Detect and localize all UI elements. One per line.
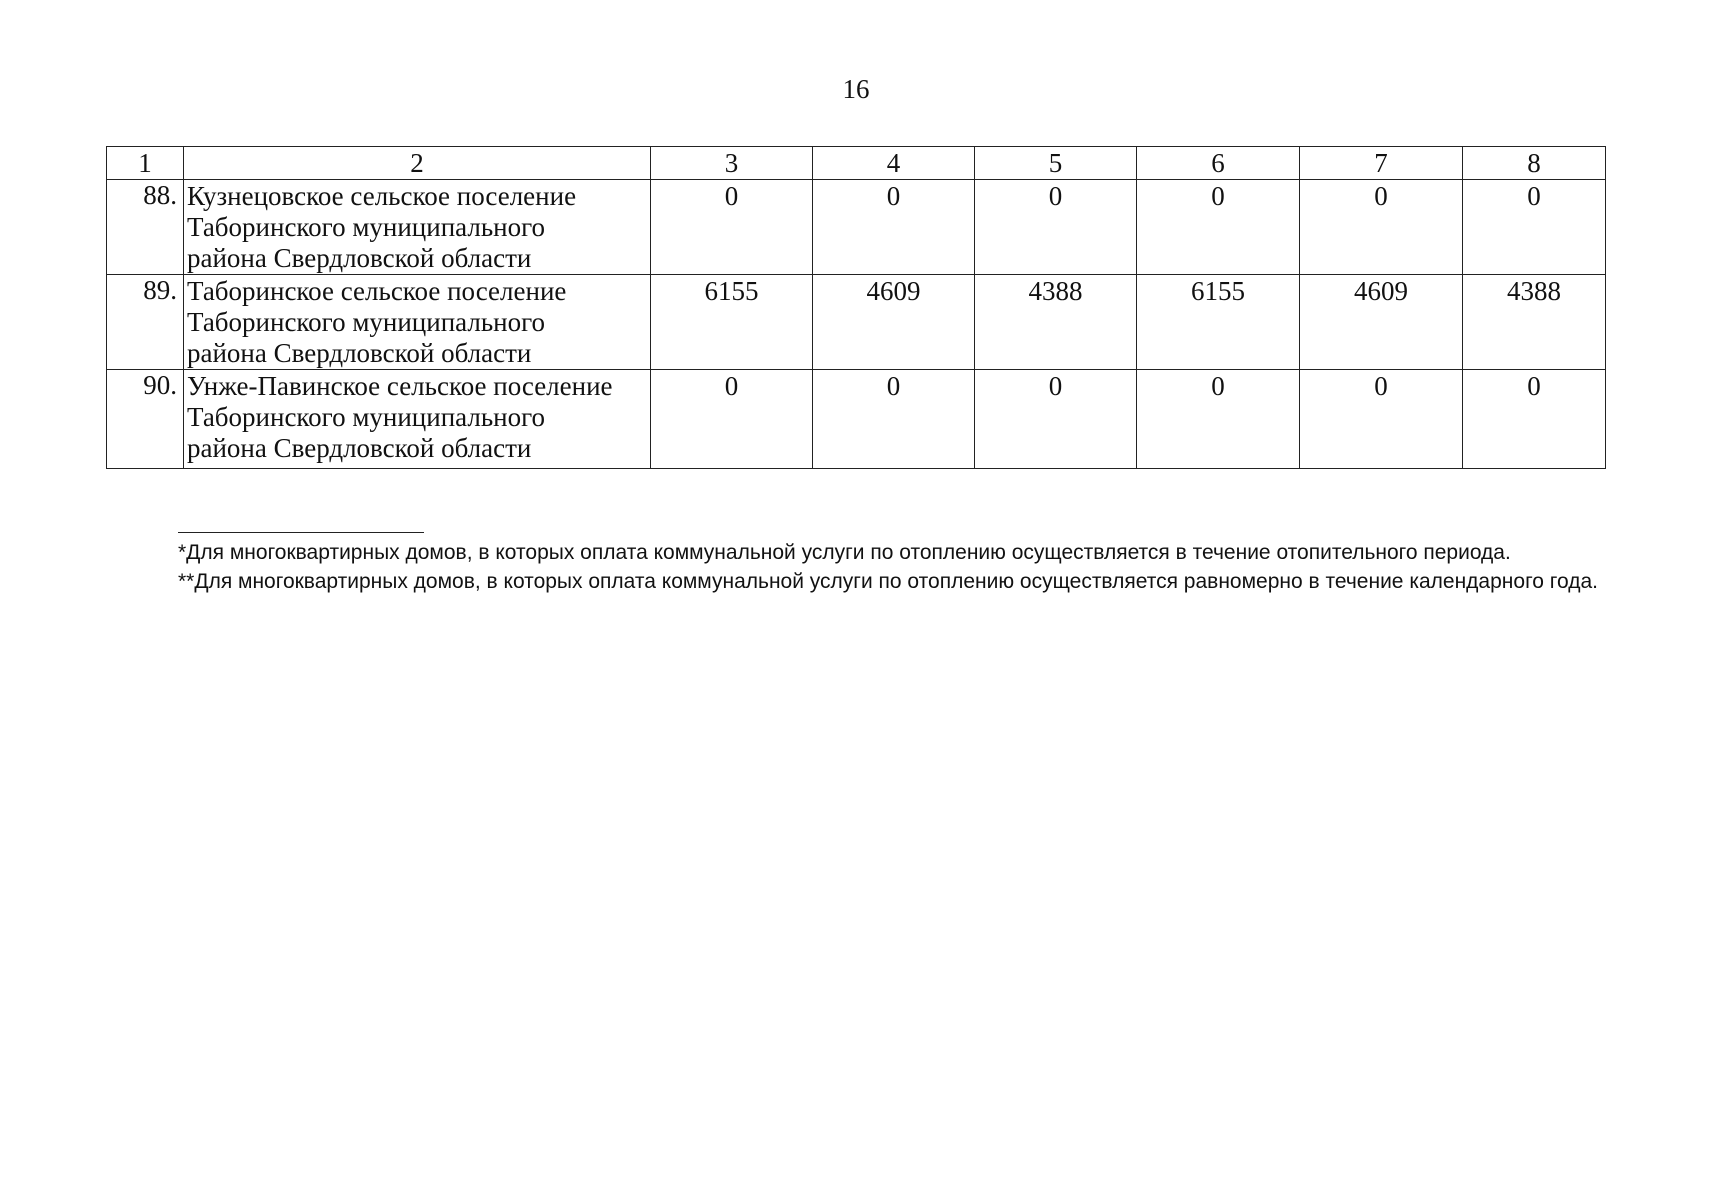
settlement-name-line: района Свердловской области (187, 243, 532, 273)
settlement-name (184, 180, 651, 275)
value-cell: 0 (1463, 370, 1606, 469)
value-cell: 0 (975, 370, 1137, 469)
column-header: 6 (1137, 147, 1300, 180)
footnote: **Для многоквартирных домов, в которых оплата коммунальной услуги по отоплению осуществляется равномерно в течение календарного года. (178, 570, 1598, 593)
footnote-separator (178, 532, 424, 533)
column-header: 8 (1463, 147, 1606, 180)
value-cell: 0 (1300, 180, 1463, 275)
value-cell: 0 (813, 370, 975, 469)
table-row (107, 180, 1606, 275)
value-cell: 0 (975, 180, 1137, 275)
value-cell: 0 (1137, 370, 1300, 469)
value-cell: 4609 (813, 275, 975, 370)
value-cell: 0 (1463, 180, 1606, 275)
column-header: 2 (184, 147, 651, 180)
column-header: 7 (1300, 147, 1463, 180)
value-cell: 0 (1300, 370, 1463, 469)
column-header: 5 (975, 147, 1137, 180)
table-row (107, 370, 1606, 469)
value-cell: 4388 (1463, 275, 1606, 370)
page-number: 16 (842, 74, 870, 104)
column-header: 3 (651, 147, 813, 180)
table-row (107, 275, 1606, 370)
settlement-name-line: Таборинского муниципального (187, 212, 546, 242)
settlement-name (184, 275, 651, 370)
row-number: 89. (107, 275, 184, 370)
settlement-name (184, 370, 651, 469)
value-cell: 0 (651, 180, 813, 275)
value-cell: 0 (651, 370, 813, 469)
column-header: 4 (813, 147, 975, 180)
footnote: *Для многоквартирных домов, в которых оплата коммунальной услуги по отоплению осуществляется в течение отопительного периода. (178, 541, 1511, 564)
value-cell: 4388 (975, 275, 1137, 370)
settlement-name-line: Унже-Павинское сельское поселение (187, 371, 613, 401)
value-cell: 0 (1137, 180, 1300, 275)
settlement-name-line: района Свердловской области (187, 433, 532, 463)
row-number: 88. (107, 180, 184, 275)
row-number: 90. (107, 370, 184, 469)
settlement-name-line: района Свердловской области (187, 338, 532, 368)
settlement-name-line: Таборинского муниципального (187, 402, 546, 432)
settlement-name-line: Таборинского муниципального (187, 307, 546, 337)
footnotes (106, 538, 1600, 596)
column-header: 1 (107, 147, 184, 180)
value-cell: 6155 (1137, 275, 1300, 370)
data-table (106, 146, 1606, 469)
settlement-name-line: Кузнецовское сельское поселение (187, 181, 577, 211)
table-header-row (107, 147, 1606, 180)
settlement-name-line: Таборинское сельское поселение (187, 276, 567, 306)
value-cell: 4609 (1300, 275, 1463, 370)
value-cell: 0 (813, 180, 975, 275)
value-cell: 6155 (651, 275, 813, 370)
